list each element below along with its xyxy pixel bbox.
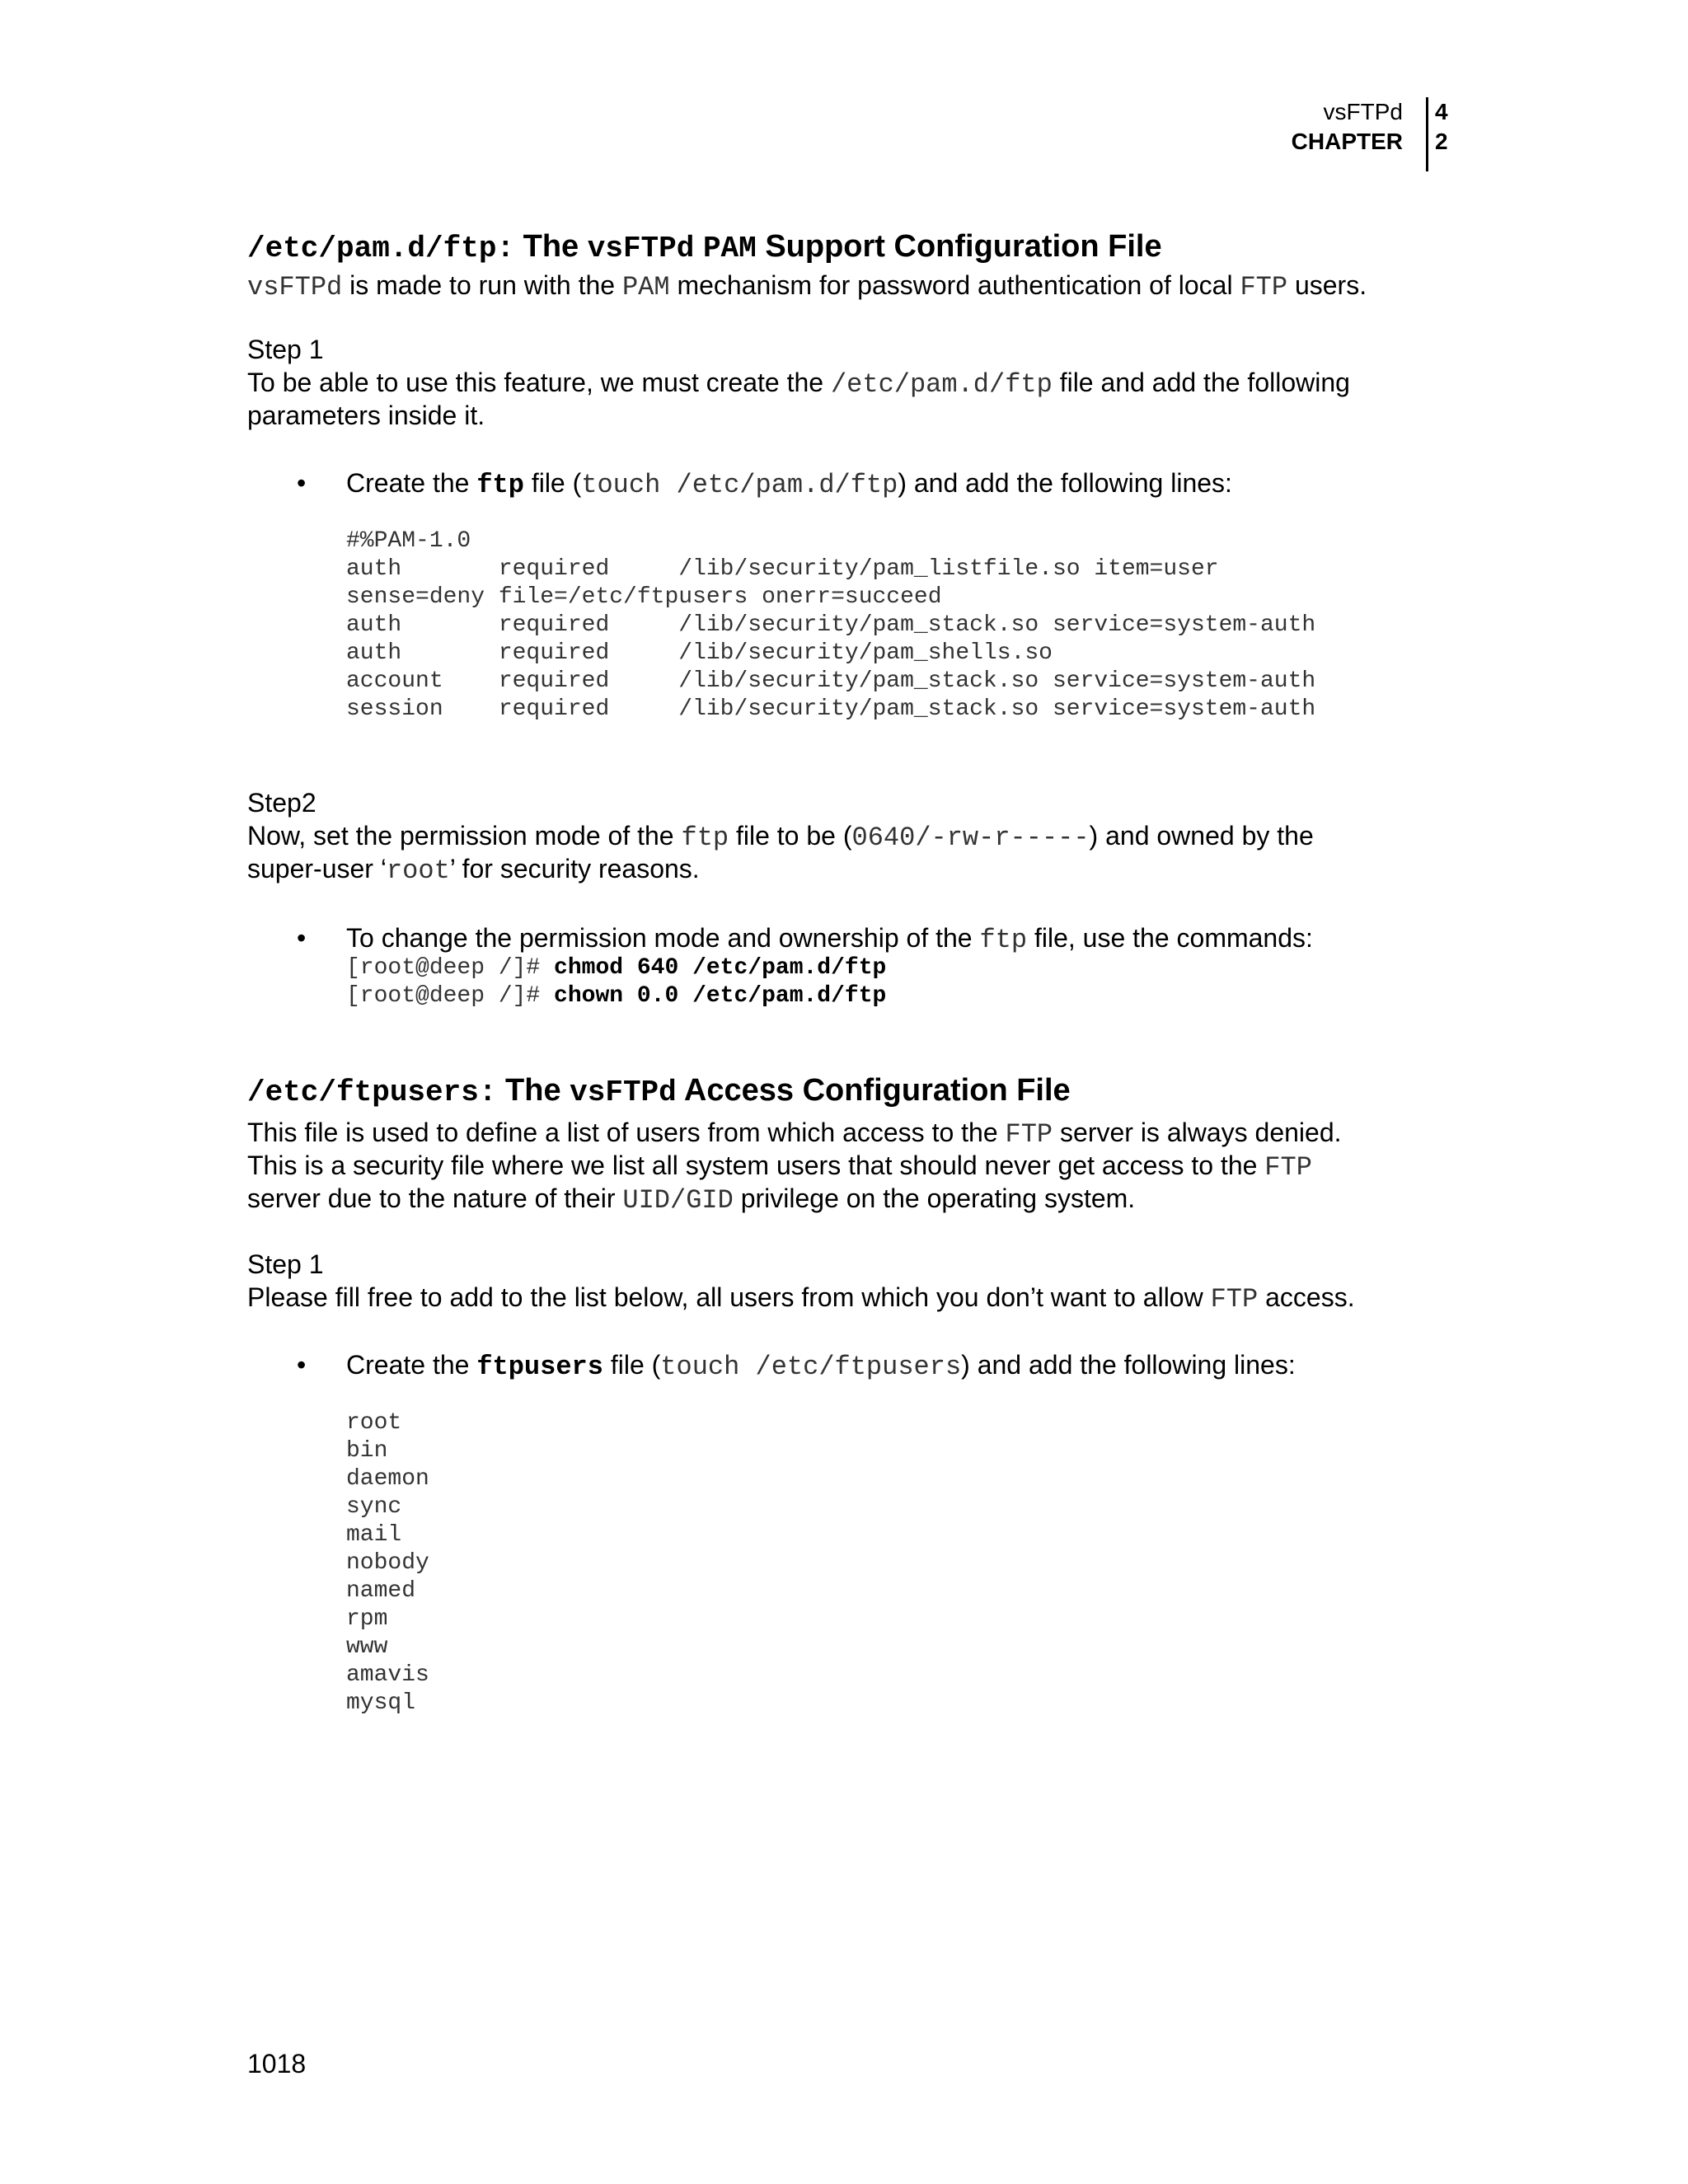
- pam-config-code: #%PAM-1.0 auth required /lib/security/pam_listfile.so item=user sense=deny file=/etc/ftpusers onerr=succeed auth required /lib/security/pam_stack.so service=system-auth auth required /lib/security/pam_shells.so account required /lib/security/pam_stack.so service=system-auth session required /lib/security/pam_stack.so service=system-auth: [346, 528, 1316, 722]
- bullet-text: Create the ftpusers file (touch /etc/ftpusers) and add the following lines:: [346, 1350, 1296, 1382]
- running-header: [1292, 97, 1416, 157]
- bullet-text: Create the ftp file (touch /etc/pam.d/ftp) and add the following lines:: [346, 468, 1232, 500]
- bullet-icon: •: [297, 923, 307, 953]
- shell-command: [root@deep /]# chown 0.0 /etc/pam.d/ftp: [346, 983, 887, 1009]
- header-chapter-label: CHAPTER: [1291, 129, 1403, 154]
- paragraph-cont: server due to the nature of their UID/GID privilege on the operating system.: [247, 1183, 1136, 1216]
- section-heading-ftpusers: /etc/ftpusers: The vsFTPd Access Configuration File: [247, 1073, 1071, 1109]
- shell-command: [root@deep /]# chmod 640 /etc/pam.d/ftp: [346, 955, 887, 981]
- step-text: Please fill free to add to the list below, all users from which you don’t want to allow FTP access.: [247, 1282, 1355, 1315]
- section1-intro: vsFTPd is made to run with the PAM mechanism for password authentication of local FTP users.: [247, 270, 1367, 302]
- step-label: Step 1: [247, 335, 324, 364]
- header-title: vsFTPd: [1323, 99, 1403, 124]
- step-label: Step 1: [247, 1249, 324, 1279]
- step-text-cont: super-user ‘root’ for security reasons.: [247, 854, 700, 886]
- step-text: To be able to use this feature, we must create the /etc/pam.d/ftp file and add the following: [247, 368, 1350, 400]
- step-label: Step2: [247, 788, 316, 818]
- page-number: 1018: [247, 2049, 307, 2079]
- bullet-icon: •: [297, 1350, 307, 1380]
- section-heading-pam: /etc/pam.d/ftp: The vsFTPd PAM Support Configuration File: [247, 229, 1162, 265]
- paragraph: This file is used to define a list of users from which access to the FTP server is always denied.: [247, 1118, 1342, 1150]
- paragraph-cont: This is a security file where we list all system users that should never get access to the FTP: [247, 1151, 1312, 1183]
- step-text: Now, set the permission mode of the ftp file to be (0640/-rw-r-----) and owned by the: [247, 821, 1314, 853]
- ftpusers-list-code: root bin daemon sync mail nobody named rpm www amavis mysql: [346, 1410, 429, 1716]
- header-chapter-number: 4 2: [1426, 97, 1448, 171]
- bullet-icon: •: [297, 468, 307, 498]
- step-text-cont: parameters inside it.: [247, 401, 485, 430]
- bullet-text: To change the permission mode and ownership of the ftp file, use the commands:: [346, 923, 1313, 955]
